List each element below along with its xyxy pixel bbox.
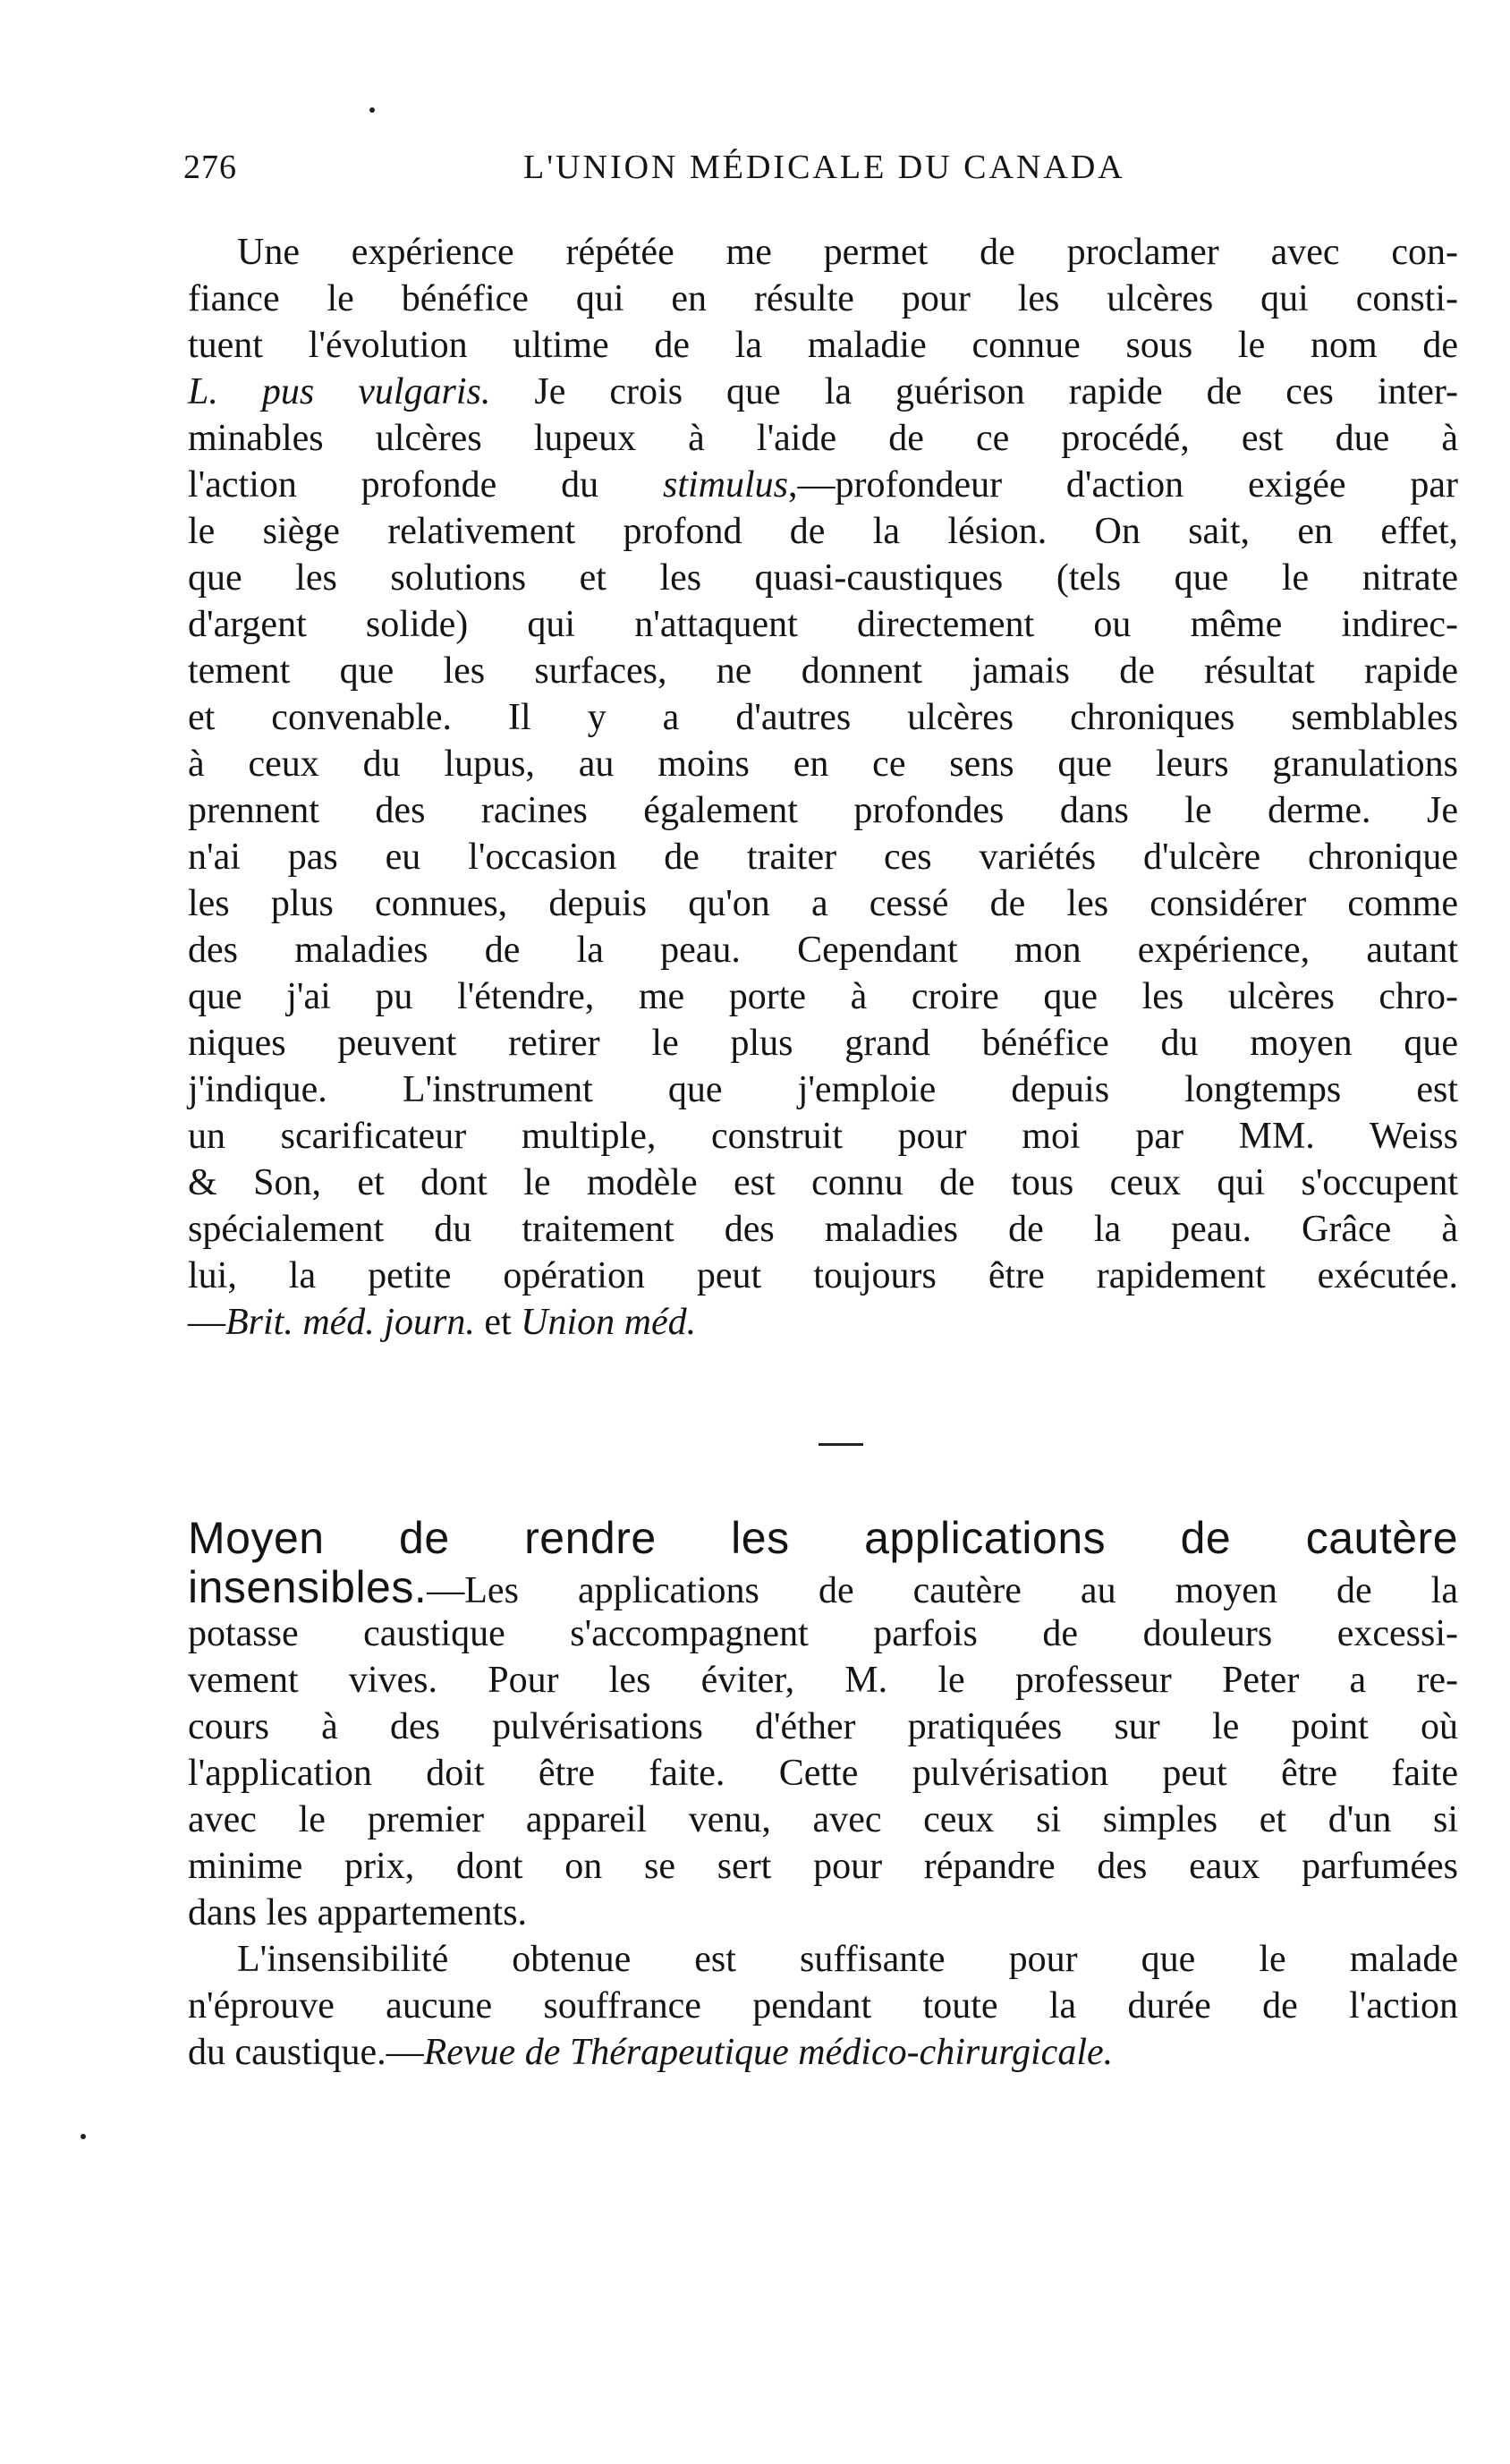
paragraph-line: fiance le bénéfice qui en résulte pour les ulcères qui consti- bbox=[188, 278, 1458, 319]
paragraph-line: que j'ai pu l'étendre, me porte à croire que les ulcères chro- bbox=[188, 976, 1458, 1017]
paragraph-line: niques peuvent retirer le plus grand bénéfice du moyen que bbox=[188, 1023, 1458, 1064]
paragraph-line: minime prix, dont on se sert pour répandre des eaux parfumées bbox=[188, 1846, 1458, 1887]
paragraph-line: prennent des racines également profondes dans le derme. Je bbox=[188, 790, 1458, 831]
article-title: Moyen de rendre les applications de cautère bbox=[188, 1513, 1458, 1563]
paragraph-line: un scarificateur multiple, construit pour moi par MM. Weiss bbox=[188, 1116, 1458, 1157]
article-title-end: insensibles. bbox=[188, 1562, 428, 1612]
paragraph-line: des maladies de la peau. Cependant mon expérience, autant bbox=[188, 930, 1458, 971]
speck-mark bbox=[81, 2134, 86, 2139]
paragraph-line: et convenable. Il y a d'autres ulcères chroniques semblables bbox=[188, 697, 1458, 738]
paragraph-line: vement vives. Pour les éviter, M. le professeur Peter a re- bbox=[188, 1660, 1458, 1701]
paragraph-line: tement que les surfaces, ne donnent jamais de résultat rapide bbox=[188, 650, 1458, 692]
paragraph-line: à ceux du lupus, au moins en ce sens que leurs granulations bbox=[188, 743, 1458, 785]
paragraph-line: du caustique.—Revue de Thérapeutique médico-chirurgicale. bbox=[188, 2032, 1114, 2073]
paragraph-line: l'action profonde du stimulus,—profondeur d'action exigée par bbox=[188, 464, 1458, 506]
paragraph-line: que les solutions et les quasi-caustiques (tels que le nitrate bbox=[188, 557, 1458, 599]
paragraph-line: les plus connues, depuis qu'on a cessé de les considérer comme bbox=[188, 883, 1458, 924]
paragraph-line: potasse caustique s'accompagnent parfois de douleurs excessi- bbox=[188, 1613, 1458, 1654]
paragraph-line: l'application doit être faite. Cette pulvérisation peut être faite bbox=[188, 1753, 1458, 1794]
speck-mark bbox=[369, 107, 375, 113]
paragraph-line: le siège relativement profond de la lésion. On sait, en effet, bbox=[188, 511, 1458, 552]
article-title-line bbox=[188, 1564, 1458, 1610]
paragraph-line: tuent l'évolution ultime de la maladie connue sous le nom de bbox=[188, 325, 1458, 366]
running-head: L'UNION MÉDICALE DU CANADA bbox=[523, 149, 1125, 186]
page-number: 276 bbox=[183, 149, 237, 186]
paragraph-line: & Son, et dont le modèle est connu de tous ceux qui s'occupent bbox=[188, 1162, 1458, 1203]
paragraph-line: L. pus vulgaris. Je crois que la guérison rapide de ces inter- bbox=[188, 371, 1458, 412]
paragraph-line: avec le premier appareil venu, avec ceux si simples et d'un si bbox=[188, 1799, 1458, 1840]
article-title-line bbox=[188, 1512, 1458, 1564]
paragraph-line: spécialement du traitement des maladies de la peau. Grâce à bbox=[188, 1209, 1458, 1250]
paragraph-line: n'éprouve aucune souffrance pendant toute la durée de l'action bbox=[188, 1985, 1458, 2026]
paragraph-line: cours à des pulvérisations d'éther pratiquées sur le point où bbox=[188, 1706, 1458, 1747]
section-separator bbox=[819, 1443, 863, 1446]
paragraph-line: L'insensibilité obtenue est suffisante pour que le malade bbox=[237, 1939, 1458, 1980]
paragraph-line: j'indique. L'instrument que j'emploie depuis longtemps est bbox=[188, 1069, 1458, 1110]
paragraph-line: lui, la petite opération peut toujours être rapidement exécutée. bbox=[188, 1255, 1458, 1296]
page-header bbox=[183, 148, 1436, 201]
article-ulcers bbox=[188, 229, 1458, 1356]
paragraph-line: —Les applications de cautère au moyen de la bbox=[427, 1570, 1458, 1611]
paragraph-line: d'argent solide) qui n'attaquent directement ou même indirec- bbox=[188, 604, 1458, 645]
paragraph-line: n'ai pas eu l'occasion de traiter ces variétés d'ulcère chronique bbox=[188, 837, 1458, 878]
paragraph-line: dans les appartements. bbox=[188, 1892, 528, 1933]
paragraph-line: Une expérience répétée me permet de proclamer avec con- bbox=[237, 232, 1458, 273]
paragraph-line: minables ulcères lupeux à l'aide de ce procédé, est due à bbox=[188, 418, 1458, 459]
article-cautery bbox=[188, 1512, 1458, 2073]
paragraph-line: —Brit. méd. journ. et Union méd. bbox=[188, 1302, 697, 1343]
